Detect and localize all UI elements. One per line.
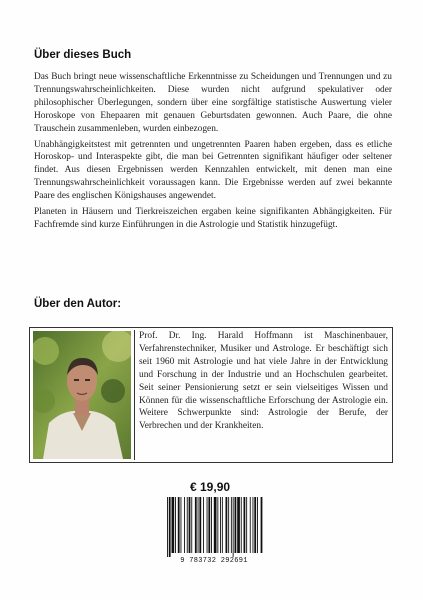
barcode-bar	[231, 497, 232, 553]
barcode-bar	[261, 497, 263, 553]
barcode-bar	[222, 497, 223, 553]
barcode-bar	[237, 497, 240, 553]
barcode-bar	[253, 497, 254, 553]
barcode-bar	[172, 497, 175, 553]
isbn-barcode	[164, 497, 264, 557]
barcode-bar	[250, 497, 251, 553]
barcode-bar	[208, 497, 210, 553]
barcode-bar	[184, 497, 185, 553]
barcode-bar	[226, 497, 228, 553]
barcode-bar	[244, 497, 246, 553]
barcode-bar	[199, 497, 201, 553]
about-book-paragraph-2: Unabhängigkeitstest mit getrennten und ungetrennten Paaren haben ergeben, dass es etliche Horoskop- und Interaspekte gibt, die man bei Getrennten signifikant häufiger oder seltener findet. Aus diesen Ergebnissen werden Kennzahlen entwickelt, mit denen man eine Trennungswahrscheinlichkeit voraussagen kann. Die Ergebnisse werden auf zwei bekannte Paare des englischen Königshauses angewendet.	[34, 139, 392, 202]
barcode-bar	[178, 497, 180, 553]
barcode-bar	[207, 497, 208, 553]
barcode-bar	[220, 497, 221, 553]
barcode-bar	[203, 497, 204, 553]
author-box	[29, 327, 393, 463]
isbn-digits: 9 783732 292691	[180, 557, 248, 565]
barcode-bar	[214, 497, 217, 553]
barcode-bar	[211, 497, 212, 553]
author-bio-text: Prof. Dr. Ing. Harald Hoffmann ist Maschinenbauer, Verfahrenstechniker, Musiker und Astrologe. Er beschäftigt sich seit 1960 mit Astrologie und hat viele Jahre in der Entwicklung und Forschung in der Industrie und an Hochschulen gearbeitet. Seit seiner Pensionierung setzt er sein vielseitiges Wissen und Können für die wissenschaftliche Erforschung der Astrologie ein. Weitere Schwerpunkte sind: Astrologie der Berufe, der Verbrechen und der Krankheiten.	[134, 330, 388, 460]
price-label: € 19,90	[190, 480, 231, 494]
barcode-bar	[189, 497, 191, 553]
barcode-bar	[233, 497, 234, 557]
barcode-bar	[175, 497, 176, 553]
about-book-heading: Über dieses Buch	[34, 49, 132, 61]
barcode-bar	[241, 497, 242, 553]
barcode-bar	[257, 497, 258, 553]
barcode-bar	[167, 497, 168, 557]
author-portrait-image	[33, 331, 131, 459]
barcode-bar	[187, 497, 188, 553]
barcode-bar	[195, 497, 197, 553]
about-book-paragraph-3: Planeten in Häusern und Tierkreiszeichen ergaben keine signifikanten Abhängigkeiten. Für Fachfremde sind kurze Einführungen in die Astrologie und Statistik hinzugefügt.	[34, 207, 392, 230]
about-book-paragraph-1: Das Buch bringt neue wissenschaftliche Erkenntnisse zu Scheidungen und Trennungen und zu Trennungswahrscheinlichkeiten. Diese wurden nicht aufgrund spekulativer oder philosophischer Überlegungen, sondern über eine sorgfältige statistische Auswertung vieler Horoskope von Ehepaaren mit genauen Geburtsdaten gewonnen. Auch Paare, die ohne Trauschein zusammenleben, wurden einbezogen.	[34, 72, 392, 134]
barcode-bar	[198, 497, 199, 553]
about-author-heading: Über den Autor:	[34, 298, 122, 310]
barcode-bar	[181, 497, 182, 553]
barcode-bar	[191, 497, 192, 553]
author-photo	[33, 331, 131, 459]
barcode-bar	[169, 497, 171, 557]
about-book-text	[34, 71, 392, 235]
barcode-bar	[246, 497, 247, 553]
barcode-bar	[228, 497, 229, 553]
barcode-bar	[254, 497, 256, 553]
barcode-bar	[235, 497, 237, 553]
barcode-bar	[217, 497, 218, 553]
